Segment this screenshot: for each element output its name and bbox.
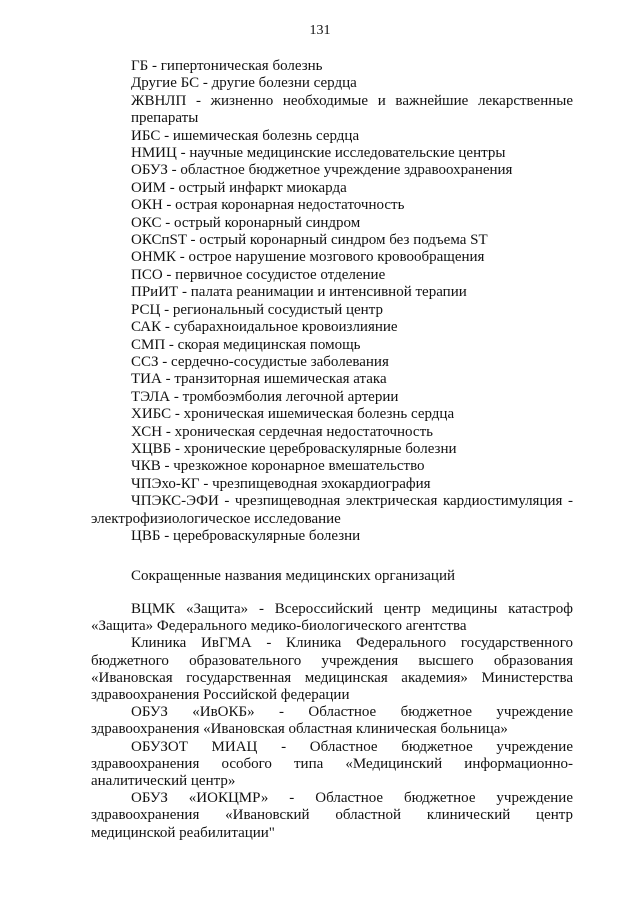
abbr-item-continuation: препараты	[131, 110, 199, 127]
org-line: ОБУЗ «ИОКЦМР» - Областное бюджетное учреждение	[131, 790, 573, 807]
abbr-item: ХИБС - хроническая ишемическая болезнь сердца	[131, 406, 455, 423]
abbr-item: ОКС - острый коронарный синдром	[131, 214, 361, 231]
org-line: «Защита» Федерального медико-биологического агентства	[91, 618, 467, 635]
abbr-item: ХЦВБ - хронические цереброваскулярные болезни	[131, 440, 457, 457]
abbr-item: ЦВБ - цереброваскулярные болезни	[131, 527, 361, 544]
organization-list	[91, 601, 573, 842]
org-line: ОБУЗ «ИвОКБ» - Областное бюджетное учреждение	[131, 704, 573, 721]
abbr-item: ССЗ - сердечно-сосудистые заболевания	[131, 353, 389, 370]
page-number: 131	[309, 23, 331, 38]
abbr-item: ОКСпST - острый коронарный синдром без подъема ST	[131, 232, 488, 249]
org-item	[91, 601, 573, 635]
org-line: ВЦМК «Защита» - Всероссийский центр медицины катастроф	[131, 601, 573, 617]
org-line: медицинской реабилитации"	[91, 824, 275, 841]
abbr-item-continuation: электрофизиологическое исследование	[91, 510, 341, 527]
abbr-item: РСЦ - региональный сосудистый центр	[131, 301, 383, 318]
org-item	[91, 704, 573, 738]
org-line: бюджетного образовательного учреждения высшего образования	[91, 652, 573, 669]
org-line: здравоохранения Российской федерации	[91, 687, 350, 704]
org-line: аналитический центр»	[91, 773, 236, 790]
abbr-item: ЧПЭхо-КГ - чрезпищеводная эхокардиография	[131, 475, 431, 492]
abbr-item: ПСО - первичное сосудистое отделение	[131, 266, 386, 283]
org-item	[91, 635, 573, 704]
abbr-item: ГБ - гипертоническая болезнь	[131, 58, 323, 74]
abbr-item: САК - субарахноидальное кровоизлияние	[131, 319, 398, 336]
abbr-item: ЧКВ - чрезкожное коронарное вмешательство	[131, 458, 425, 475]
org-line: здравоохранения особого типа «Медицинский информационно-	[91, 755, 573, 772]
abbr-item: ОНМК - острое нарушение мозгового кровообращения	[131, 249, 485, 266]
abbr-item: ЖВНЛП - жизненно необходимые и важнейшие лекарственные	[131, 92, 573, 109]
abbr-item: ХСН - хроническая сердечная недостаточность	[131, 423, 433, 440]
abbr-item: ЧПЭКС-ЭФИ - чрезпищеводная электрическая кардиостимуляция -	[131, 493, 573, 510]
org-line: «Ивановская государственная медицинская академия» Министерства	[91, 669, 573, 686]
org-item	[91, 790, 573, 842]
org-line: ОБУЗОТ МИАЦ - Областное бюджетное учреждение	[131, 738, 573, 755]
abbr-item: СМП - скорая медицинская помощь	[131, 336, 361, 353]
abbr-item: ИБС - ишемическая болезнь сердца	[131, 127, 360, 144]
abbr-item: ПРиИТ - палата реанимации и интенсивной терапии	[131, 284, 467, 301]
abbr-item: ОИМ - острый инфаркт миокарда	[131, 179, 347, 196]
org-line: здравоохранения «Ивановский областной клинический центр	[91, 807, 573, 824]
abbr-item: ТИА - транзиторная ишемическая атака	[131, 371, 387, 388]
org-line: Клиника ИвГМА - Клиника Федерального государственного	[131, 635, 573, 652]
section-title: Сокращенные названия медицинских организаций	[131, 568, 456, 584]
abbreviation-list	[91, 58, 573, 545]
org-item	[91, 739, 573, 791]
abbr-item: ТЭЛА - тромбоэмболия легочной артерии	[131, 388, 399, 405]
abbr-item: НМИЦ - научные медицинские исследовательские центры	[131, 145, 506, 162]
org-line: здравоохранения «Ивановская областная клиническая больница»	[91, 721, 508, 738]
abbr-item: ОБУЗ - областное бюджетное учреждение здравоохранения	[131, 162, 513, 179]
abbr-item: Другие БС - другие болезни сердца	[131, 75, 357, 92]
abbr-item: ОКН - острая коронарная недостаточность	[131, 197, 405, 214]
